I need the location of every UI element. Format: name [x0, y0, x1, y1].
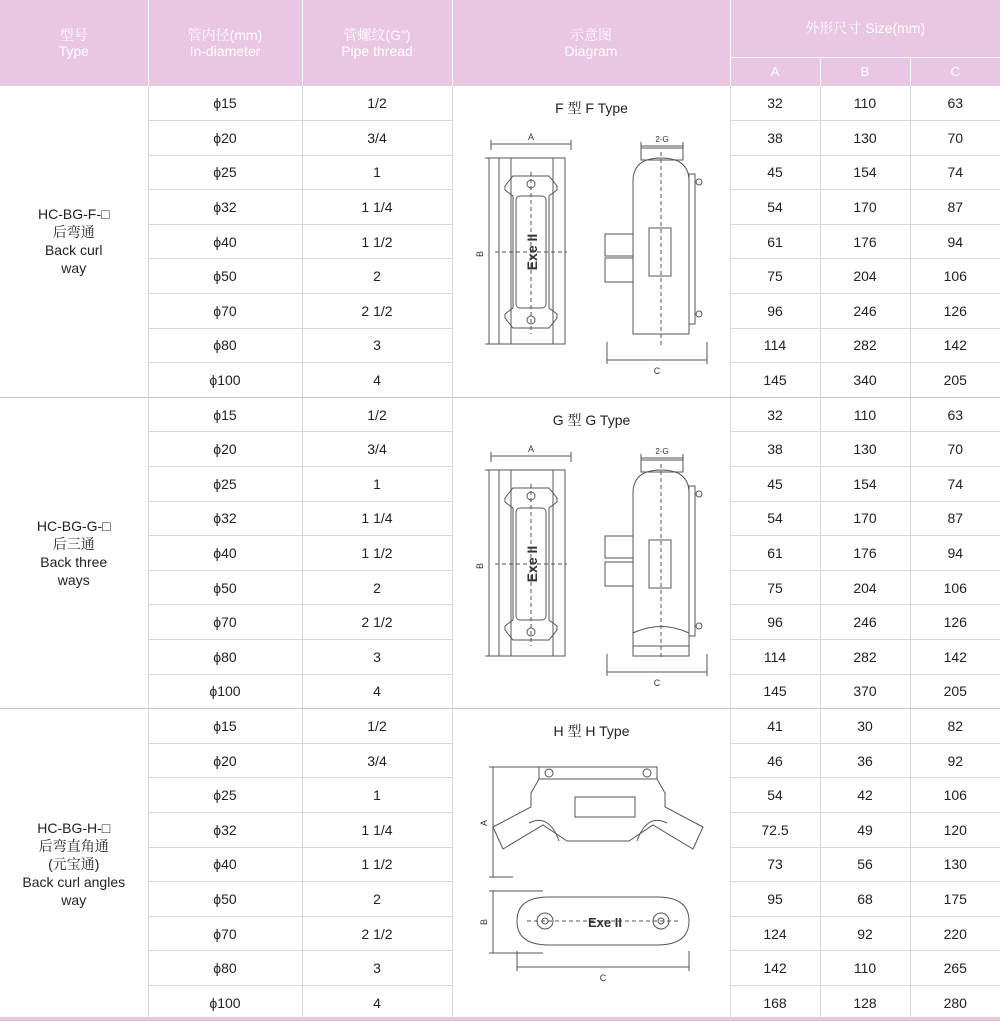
header-diagram: 示意图 Diagram — [452, 0, 730, 86]
size-a-cell: 114 — [730, 328, 820, 363]
size-a-cell: 54 — [730, 190, 820, 225]
size-b-cell: 370 — [820, 674, 910, 709]
header-size: 外形尺寸 Size(mm) — [730, 0, 1000, 57]
model-line: Back curl — [44, 242, 103, 259]
size-c-cell: 220 — [910, 916, 1000, 951]
header-thread: 管螺纹(G") Pipe thread — [302, 0, 452, 86]
size-b-cell: 176 — [820, 224, 910, 259]
size-b-cell: 130 — [820, 432, 910, 467]
diameter-cell: ϕ25 — [148, 467, 302, 502]
size-c-cell: 142 — [910, 640, 1000, 675]
diameter-cell: ϕ50 — [148, 882, 302, 917]
thread-cell: 1 1/2 — [302, 536, 452, 571]
size-a-cell: 61 — [730, 536, 820, 571]
thread-cell: 3 — [302, 640, 452, 675]
thread-cell: 3/4 — [302, 432, 452, 467]
size-a-cell: 142 — [730, 951, 820, 986]
size-c-cell: 82 — [910, 709, 1000, 744]
thread-cell: 2 1/2 — [302, 294, 452, 329]
table-row — [0, 86, 1000, 121]
size-a-cell: 114 — [730, 640, 820, 675]
size-c-cell: 74 — [910, 467, 1000, 502]
size-c-cell: 70 — [910, 432, 1000, 467]
size-a-cell: 75 — [730, 259, 820, 294]
size-b-cell: 340 — [820, 363, 910, 398]
exe-mark-label: Exe II — [523, 545, 540, 583]
diameter-cell: ϕ32 — [148, 501, 302, 536]
thread-cell: 1 1/4 — [302, 190, 452, 225]
diagram-title: H 型 H Type — [553, 723, 630, 740]
dimension-c-label: C — [599, 973, 606, 984]
size-c-cell: 175 — [910, 882, 1000, 917]
size-a-cell: 54 — [730, 778, 820, 813]
diameter-cell: ϕ70 — [148, 294, 302, 329]
size-b-cell: 204 — [820, 570, 910, 605]
dimension-b-label: B — [474, 563, 485, 570]
diameter-cell: ϕ40 — [148, 224, 302, 259]
size-a-cell: 32 — [730, 86, 820, 121]
size-c-cell: 106 — [910, 259, 1000, 294]
table-body — [0, 86, 1000, 1020]
size-b-cell: 110 — [820, 951, 910, 986]
thread-cell: 1/2 — [302, 86, 452, 121]
dimension-c-label: C — [653, 366, 660, 377]
thread-cell: 4 — [302, 674, 452, 709]
size-c-cell: 205 — [910, 674, 1000, 709]
diagram-svg — [453, 398, 731, 708]
thread-cell: 1 — [302, 467, 452, 502]
model-cell — [0, 709, 148, 1020]
thread-cell: 1/2 — [302, 709, 452, 744]
thread-cell: 4 — [302, 363, 452, 398]
size-b-cell: 170 — [820, 190, 910, 225]
size-c-cell: 265 — [910, 951, 1000, 986]
size-c-cell: 120 — [910, 812, 1000, 847]
diameter-cell: ϕ50 — [148, 570, 302, 605]
thread-cell: 2 — [302, 882, 452, 917]
size-c-cell: 126 — [910, 294, 1000, 329]
header-diameter: 管内径(mm) In-diameter — [148, 0, 302, 86]
model-line: ways — [57, 572, 90, 589]
thread-cell: 3 — [302, 328, 452, 363]
diameter-cell: ϕ40 — [148, 847, 302, 882]
diagram-drawing — [485, 452, 707, 676]
size-a-cell: 73 — [730, 847, 820, 882]
thread-cell: 1 1/4 — [302, 812, 452, 847]
diameter-cell: ϕ20 — [148, 432, 302, 467]
diameter-cell: ϕ80 — [148, 640, 302, 675]
size-b-cell: 30 — [820, 709, 910, 744]
size-c-cell: 130 — [910, 847, 1000, 882]
size-b-cell: 56 — [820, 847, 910, 882]
size-c-cell: 70 — [910, 121, 1000, 156]
size-b-cell: 49 — [820, 812, 910, 847]
diameter-cell: ϕ50 — [148, 259, 302, 294]
size-a-cell: 168 — [730, 985, 820, 1020]
size-a-cell: 61 — [730, 224, 820, 259]
diameter-cell: ϕ70 — [148, 916, 302, 951]
thread-cell: 2 — [302, 259, 452, 294]
size-b-cell: 282 — [820, 328, 910, 363]
model-line: (元宝通) — [48, 856, 100, 873]
thread-cell: 1 — [302, 778, 452, 813]
thread-cell: 3/4 — [302, 121, 452, 156]
diameter-cell: ϕ25 — [148, 778, 302, 813]
model-line: HC-BG-F-□ — [38, 206, 110, 223]
size-b-cell: 154 — [820, 467, 910, 502]
size-a-cell: 75 — [730, 570, 820, 605]
model-line: way — [61, 260, 87, 277]
size-b-cell: 154 — [820, 155, 910, 190]
size-b-cell: 110 — [820, 86, 910, 121]
size-b-cell: 282 — [820, 640, 910, 675]
diagram-drawing — [489, 767, 703, 971]
diameter-cell: ϕ40 — [148, 536, 302, 571]
size-b-cell: 68 — [820, 882, 910, 917]
diameter-cell: ϕ25 — [148, 155, 302, 190]
size-b-cell: 170 — [820, 501, 910, 536]
thread-cell: 4 — [302, 985, 452, 1020]
model-line: Back curl angles — [22, 874, 126, 891]
size-a-cell: 38 — [730, 121, 820, 156]
size-a-cell: 145 — [730, 363, 820, 398]
thread-cell: 2 1/2 — [302, 605, 452, 640]
diameter-cell: ϕ15 — [148, 397, 302, 432]
diameter-cell: ϕ100 — [148, 985, 302, 1020]
size-b-cell: 110 — [820, 397, 910, 432]
model-cell — [0, 86, 148, 397]
thread-cell: 3 — [302, 951, 452, 986]
size-a-cell: 32 — [730, 397, 820, 432]
model-line: HC-BG-H-□ — [37, 820, 111, 837]
model-line: Back three — [40, 554, 108, 571]
diagram-figure — [453, 709, 731, 1019]
size-c-cell: 280 — [910, 985, 1000, 1020]
exe-mark-label: Exe II — [523, 234, 540, 271]
diagram-svg — [453, 86, 731, 396]
size-c-cell: 142 — [910, 328, 1000, 363]
size-a-cell: 54 — [730, 501, 820, 536]
size-c-cell: 87 — [910, 501, 1000, 536]
size-b-cell: 92 — [820, 916, 910, 951]
header-col-a: A — [730, 57, 820, 86]
diagram-figure — [453, 86, 731, 396]
size-a-cell: 145 — [730, 674, 820, 709]
header-type: 型号 Type — [0, 0, 148, 86]
diameter-cell: ϕ15 — [148, 709, 302, 744]
size-c-cell: 94 — [910, 224, 1000, 259]
size-c-cell: 205 — [910, 363, 1000, 398]
diagram-title: G 型 G Type — [552, 412, 631, 429]
dimension-2g-label: 2-G — [654, 447, 669, 457]
size-b-cell: 42 — [820, 778, 910, 813]
thread-cell: 2 1/2 — [302, 916, 452, 951]
diameter-cell: ϕ100 — [148, 674, 302, 709]
size-a-cell: 38 — [730, 432, 820, 467]
diagram-title: F 型 F Type — [555, 100, 628, 117]
size-b-cell: 176 — [820, 536, 910, 571]
size-a-cell: 96 — [730, 294, 820, 329]
diagram-cell — [452, 397, 730, 708]
model-line: 后三通 — [52, 536, 95, 553]
dimension-a-label: A — [527, 132, 534, 143]
size-c-cell: 92 — [910, 743, 1000, 778]
diagram-drawing — [485, 140, 707, 364]
size-c-cell: 63 — [910, 397, 1000, 432]
size-a-cell: 46 — [730, 743, 820, 778]
thread-cell: 2 — [302, 570, 452, 605]
size-b-cell: 130 — [820, 121, 910, 156]
thread-cell: 1 1/2 — [302, 847, 452, 882]
model-line: way — [61, 892, 87, 909]
model-line: HC-BG-G-□ — [36, 518, 111, 535]
diameter-cell: ϕ70 — [148, 605, 302, 640]
size-a-cell: 41 — [730, 709, 820, 744]
thread-cell: 1 — [302, 155, 452, 190]
diameter-cell: ϕ32 — [148, 812, 302, 847]
thread-cell: 1 1/2 — [302, 224, 452, 259]
size-c-cell: 74 — [910, 155, 1000, 190]
diameter-cell: ϕ100 — [148, 363, 302, 398]
dimension-a-label: A — [527, 444, 534, 455]
dimension-2g-label: 2-G — [654, 135, 669, 145]
thread-cell: 3/4 — [302, 743, 452, 778]
size-a-cell: 45 — [730, 155, 820, 190]
size-c-cell: 63 — [910, 86, 1000, 121]
size-c-cell: 94 — [910, 536, 1000, 571]
size-a-cell: 96 — [730, 605, 820, 640]
size-c-cell: 87 — [910, 190, 1000, 225]
size-c-cell: 106 — [910, 778, 1000, 813]
dimension-b-label: B — [478, 919, 489, 926]
size-b-cell: 128 — [820, 985, 910, 1020]
dimension-b-label: B — [474, 251, 485, 258]
diagram-cell — [452, 86, 730, 397]
size-b-cell: 246 — [820, 294, 910, 329]
model-line: 后弯通 — [52, 224, 95, 241]
size-b-cell: 36 — [820, 743, 910, 778]
diagram-svg — [453, 709, 731, 1019]
exe-mark-label: Exe II — [587, 915, 622, 931]
diameter-cell: ϕ15 — [148, 86, 302, 121]
size-a-cell: 95 — [730, 882, 820, 917]
thread-cell: 1 1/4 — [302, 501, 452, 536]
model-cell — [0, 397, 148, 708]
diameter-cell: ϕ80 — [148, 951, 302, 986]
diagram-cell — [452, 709, 730, 1020]
size-b-cell: 246 — [820, 605, 910, 640]
diagram-figure — [453, 398, 731, 708]
size-a-cell: 72.5 — [730, 812, 820, 847]
table-row — [0, 397, 1000, 432]
size-c-cell: 106 — [910, 570, 1000, 605]
diameter-cell: ϕ20 — [148, 121, 302, 156]
size-a-cell: 45 — [730, 467, 820, 502]
size-c-cell: 126 — [910, 605, 1000, 640]
model-line: 后弯直角通 — [38, 838, 109, 855]
table-row — [0, 709, 1000, 744]
diameter-cell: ϕ32 — [148, 190, 302, 225]
size-b-cell: 204 — [820, 259, 910, 294]
dimension-a-label: A — [478, 820, 489, 827]
header-col-b: B — [820, 57, 910, 86]
diameter-cell: ϕ20 — [148, 743, 302, 778]
size-a-cell: 124 — [730, 916, 820, 951]
thread-cell: 1/2 — [302, 397, 452, 432]
diameter-cell: ϕ80 — [148, 328, 302, 363]
dimension-c-label: C — [653, 678, 660, 689]
header-col-c: C — [910, 57, 1000, 86]
